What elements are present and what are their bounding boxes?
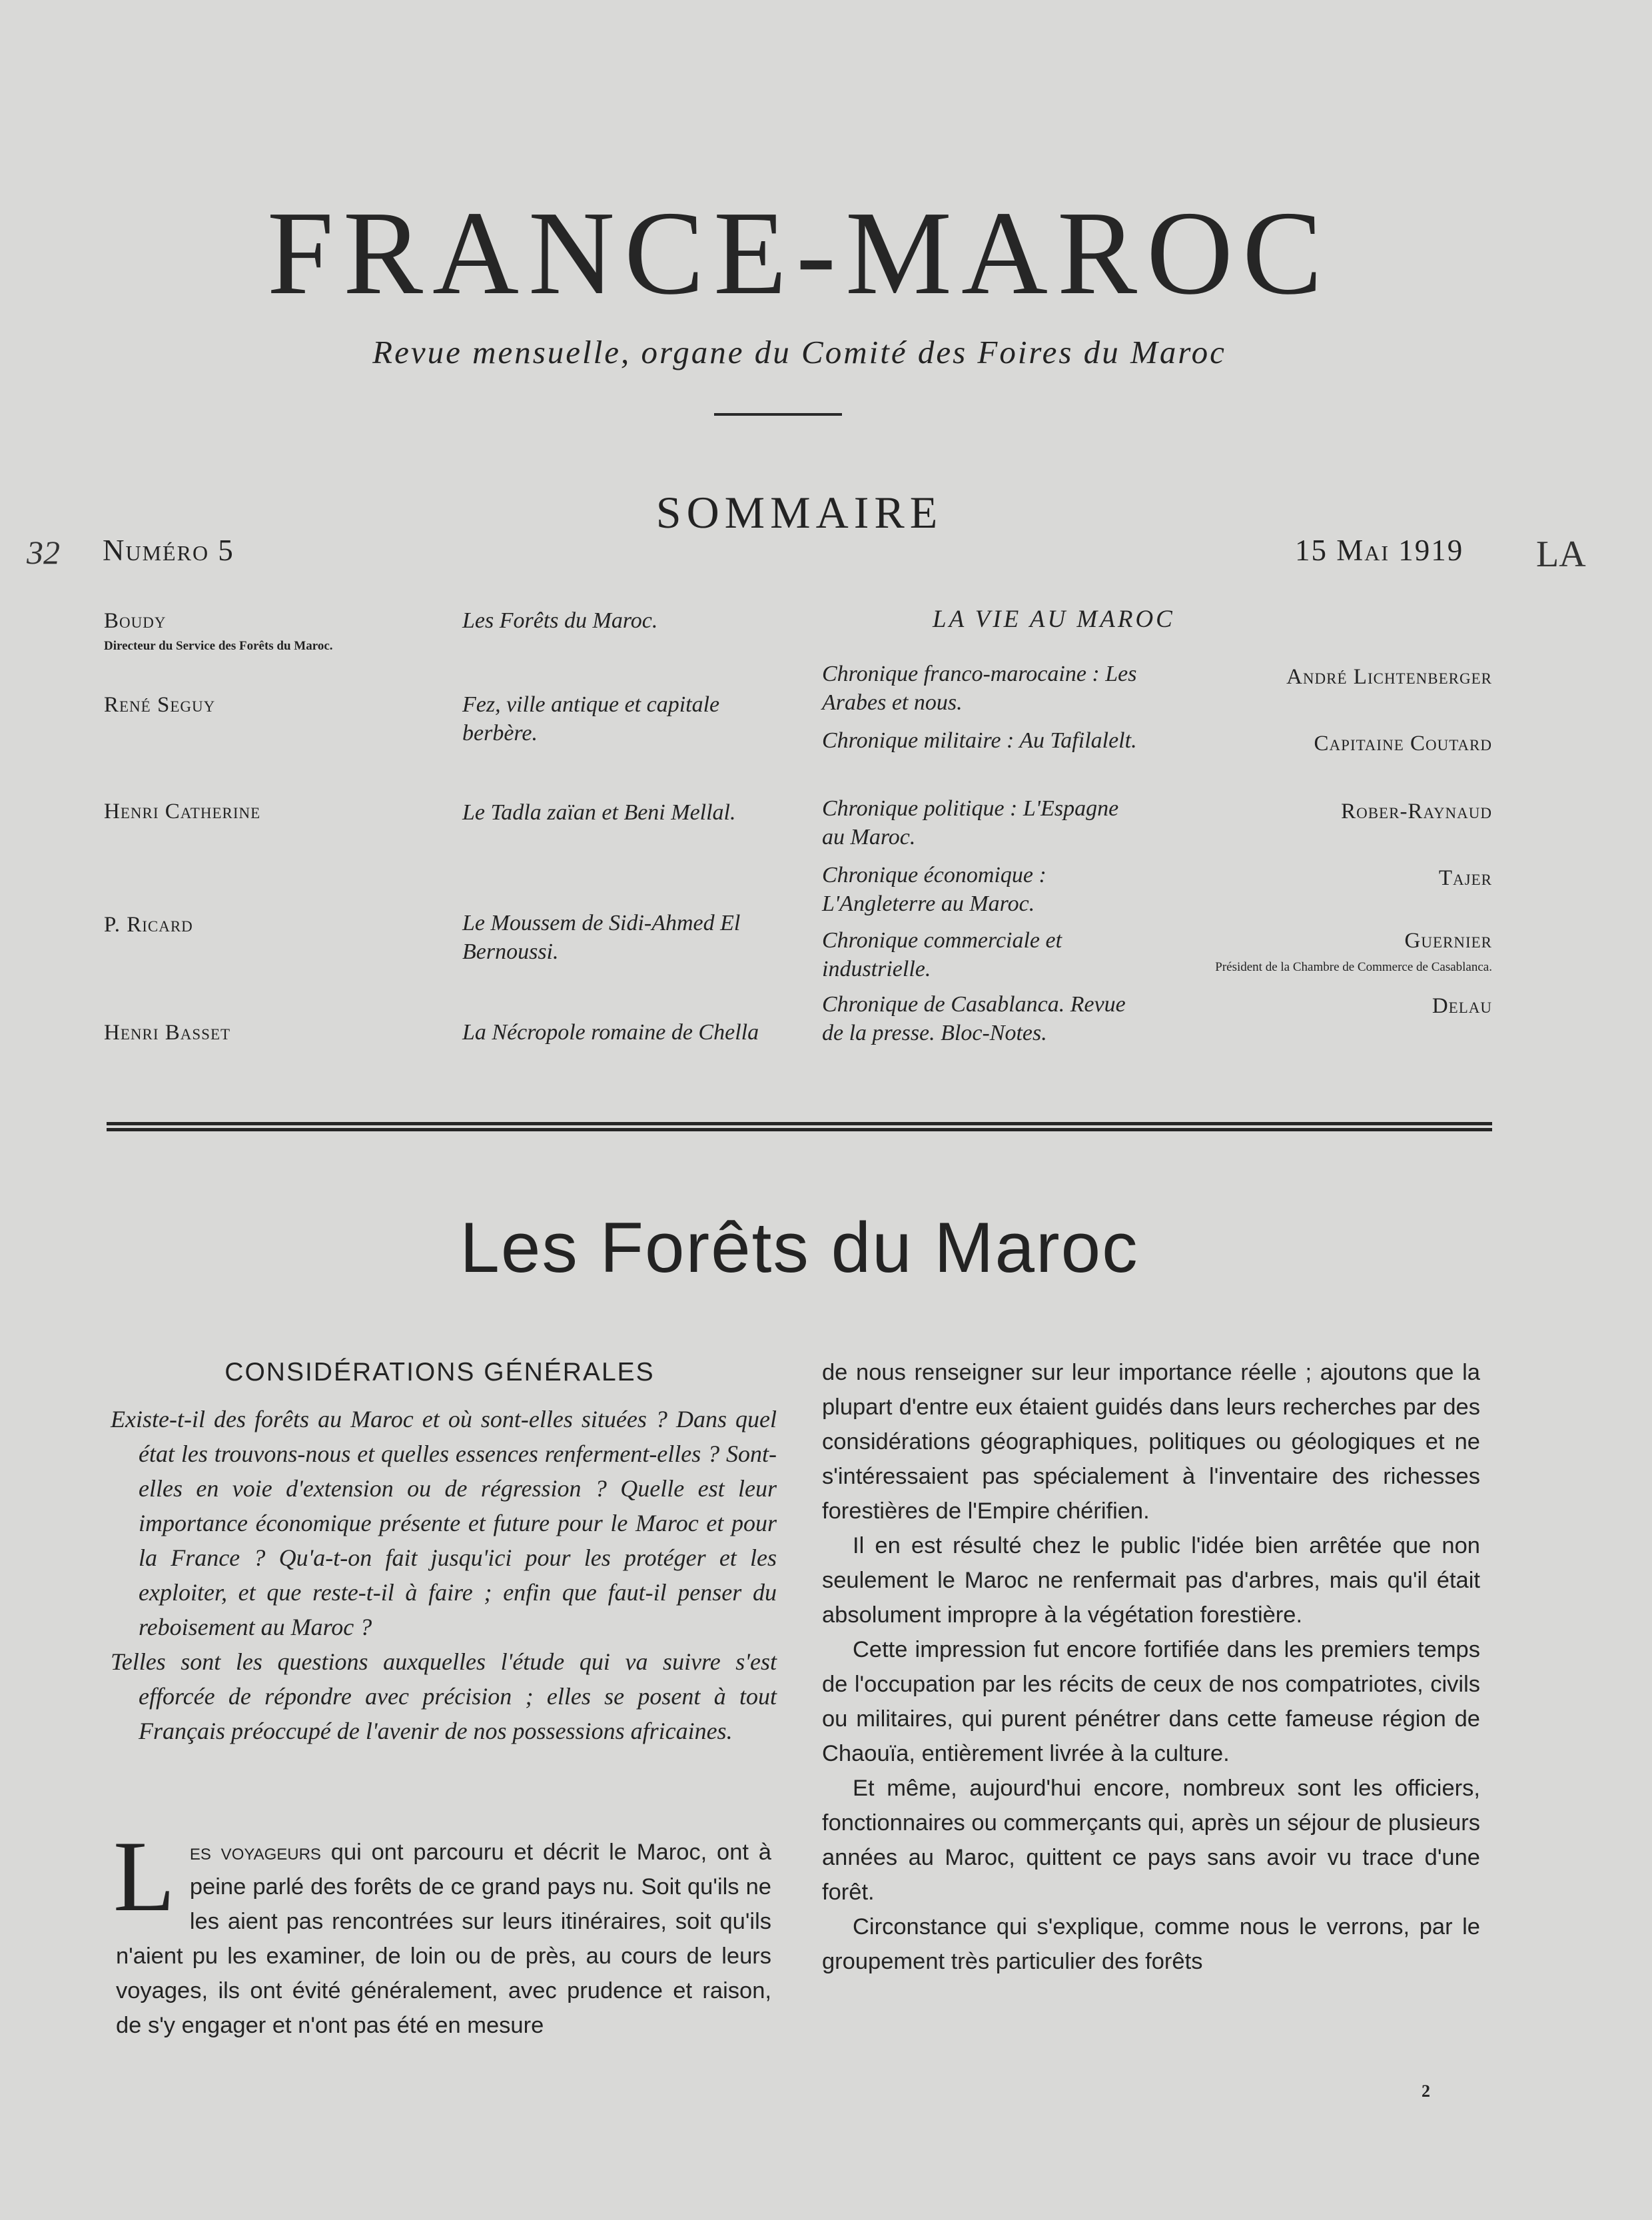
chronique-author: Delau: [1432, 994, 1492, 1018]
toc-author-note: Directeur du Service des Forêts du Maroc.: [104, 639, 333, 653]
chronique-author: Capitaine Coutard: [1314, 732, 1492, 756]
body-paragraph: Cette impression fut encore fortifiée dans les premiers temps de l'occupation par les récits de ceux de nos compatriotes, civils ou militaires, qui purent pénétrer dans cette fameuse région de Chaouïa, entièrement livrée à la culture.: [822, 1637, 1480, 1766]
chronique-author: Rober-Raynaud: [1341, 800, 1492, 824]
chronique-title: Chronique militaire : Au Tafilalelt.: [822, 728, 1137, 753]
article-column-right: [822, 1355, 1480, 1979]
chronique-title: Chronique franco-marocaine : Les Arabes et nous.: [822, 662, 1137, 715]
issue-date: 15 Mai 1919: [1295, 534, 1464, 567]
title-divider: [714, 413, 842, 416]
handwritten-mark-right: LA: [1536, 534, 1586, 575]
toc-title: La Nécropole romaine de Chella: [462, 1020, 759, 1045]
intro-paragraph: Telles sont les questions auxquelles l'étude qui va suivre s'est efforcée de répondre avec précision ; elles se posent à tout Français préoccupé de l'avenir de nos possessions africaines.: [111, 1648, 777, 1744]
chronique-author: André Lichtenberger: [1286, 665, 1492, 689]
body-paragraph: Et même, aujourd'hui encore, nombreux sont les officiers, fonctionnaires ou commerçants qui, après un séjour de plusieurs années au Maroc, quittent ce pays sans avoir vu trace d'une forêt.: [822, 1776, 1480, 1905]
body-paragraph: Circonstance qui s'explique, comme nous le verrons, par le groupement très particulier des forêts: [822, 1914, 1480, 1974]
vie-au-maroc-heading: LA VIE AU MAROC: [933, 606, 1175, 633]
chronique-author: Guernier: [1404, 929, 1492, 953]
section-divider: [107, 1122, 1492, 1131]
toc-author: P. Ricard: [104, 913, 193, 937]
chronique-title: Chronique de Casablanca. Revue de la presse. Bloc-Notes.: [822, 992, 1126, 1045]
toc-author: Henri Catherine: [104, 800, 261, 824]
masthead-title: FRANCE-MAROC: [266, 187, 1332, 319]
toc-title: Fez, ville antique et capitale berbère.: [462, 692, 720, 746]
body-paragraph: [113, 1820, 771, 2043]
lead-words: es voyageurs: [189, 1840, 321, 1865]
chronique-title: Chronique économique : L'Angleterre au Maroc.: [822, 863, 1046, 916]
section-heading: CONSIDÉRATIONS GÉNÉRALES: [224, 1358, 655, 1387]
toc-author: René Seguy: [104, 693, 216, 717]
drop-cap: L: [113, 1820, 175, 1932]
body-text: qui ont parcouru et décrit le Maroc, ont à peine parlé des forêts de ce grand pays nu. Soit qu'ils ne les aient pas rencontrées sur leurs itinéraires, soit qu'ils n'aient pu les examiner, de loin ou de près, au cours de leurs voyages, ils ont évité généralement, avec prudence et raison, de s'y engager et n'ont pas été en mesure: [116, 1840, 771, 2038]
masthead-subtitle: Revue mensuelle, organe du Comité des Foires du Maroc: [372, 334, 1226, 370]
article-intro: [111, 1402, 777, 1748]
chronique-author: Tajer: [1438, 866, 1492, 890]
toc-author: Boudy: [104, 609, 167, 633]
toc-title: Le Tadla zaïan et Beni Mellal.: [462, 800, 736, 825]
intro-paragraph: Existe-t-il des forêts au Maroc et où sont-elles situées ? Dans quel état les trouvons-nous et quelles essences renferment-elles ? Sont-elles en voie d'extension ou de régression ? Quelle est leur importance économique présente et future pour le Maroc et pour la France ? Qu'a-t-on fait jusqu'ici pour les protéger et les exploiter, et que reste-t-il à faire ; enfin que faut-il penser du reboisement au Maroc ?: [111, 1406, 777, 1640]
chronique-title: Chronique politique : L'Espagne au Maroc.: [822, 796, 1119, 849]
page-number: 2: [1422, 2081, 1430, 2101]
body-paragraph: de nous renseigner sur leur importance réelle ; ajoutons que la plupart d'entre eux étaient guidés dans leurs recherches par des considérations géographiques, politiques ou géologiques et ne s'intéressaient pas spécialement à l'inventaire des richesses forestières de l'Empire chérifien.: [822, 1360, 1480, 1524]
chronique-title: Chronique commerciale et industrielle.: [822, 928, 1062, 981]
issue-number: Numéro 5: [103, 534, 234, 567]
toc-author: Henri Basset: [104, 1021, 231, 1045]
sommaire-heading: SOMMAIRE: [655, 487, 943, 538]
article-title: Les Forêts du Maroc: [460, 1207, 1139, 1287]
article-column-left: [113, 1820, 771, 2043]
toc-title: Le Moussem de Sidi-Ahmed El Bernoussi.: [462, 911, 741, 964]
body-paragraph: Il en est résulté chez le public l'idée bien arrêtée que non seulement le Maroc ne renfermait pas d'arbres, mais qu'il était absolument impropre à la végétation forestière.: [822, 1533, 1480, 1628]
handwritten-mark-left: 32: [27, 534, 60, 571]
toc-title: Les Forêts du Maroc.: [462, 608, 658, 633]
chronique-author-note: Président de la Chambre de Commerce de Casablanca.: [1215, 960, 1492, 974]
